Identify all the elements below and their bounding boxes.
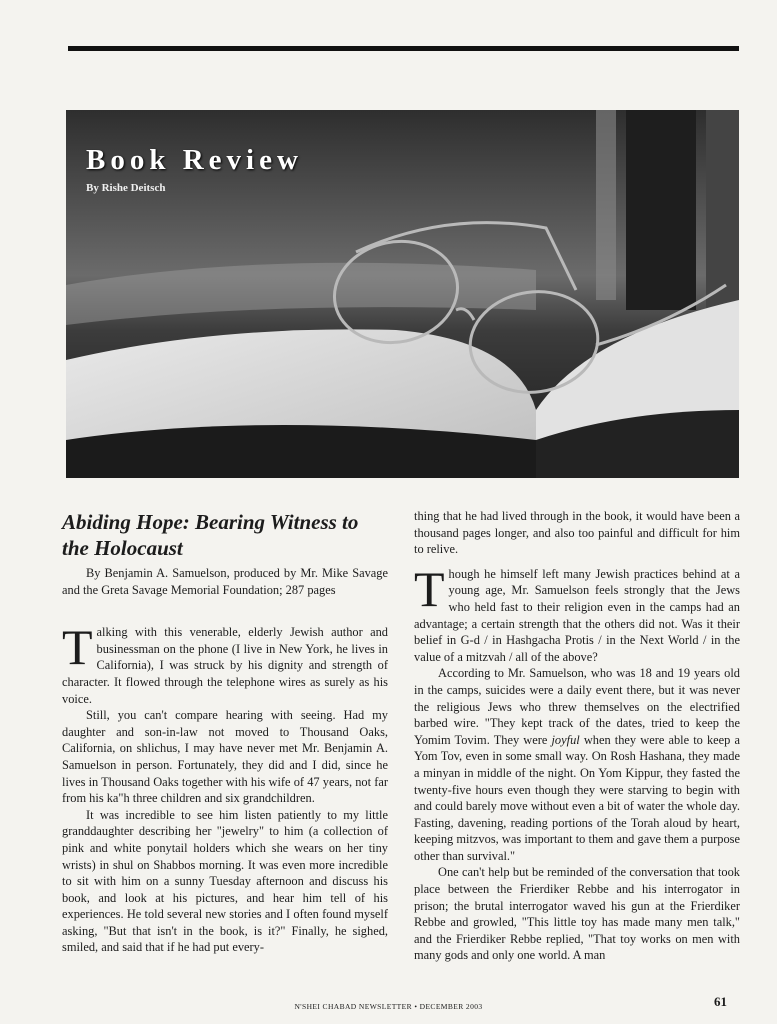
- paragraph-7: One can't help but be reminded of the conversation that took place between the Frierdiker Rebbe and his interrogator in prison; the brutal interrogator waved his gun at the Frierdiker Rebbe and growled, "This little toy has made many men talk," and the Frierdiker Rebbe replied, "That toy works on men with many gods and only one world. A man: [414, 865, 740, 963]
- paragraph-1: [62, 619, 388, 707]
- publication-footer: N'SHEI CHABAD NEWSLETTER • DECEMBER 2003: [294, 1002, 483, 1011]
- right-column: [414, 508, 740, 964]
- page-number: 61: [714, 994, 727, 1009]
- paragraph-3: It was incredible to see him listen patiently to my little granddaughter describing her "jewelry" to him (a collection of pink and white ponytail holders which she wears on her tiny wrists) in shul on Shabbos morning. It was even more incredible to sit with him on a sunny Tuesday afternoon and discuss his book, and look at his pictures, and hear him tell of his experiences. He told several new stories and I often found myself asking, "But that isn't in the book, is it?" Finally, he sighed, smiled, and said that if he had put every-: [62, 807, 388, 955]
- paragraph-2: Still, you can't compare hearing with seeing. Had my daughter and son-in-law not moved to Thousand Oaks, California, on shlichus, I may have never met Mr. Benjamin A. Samuelson in person. Fortunately, they did and I did, since he lives in Thousand Oaks together with his wife of 47 years, not far from his ka"h three children and six grandchildren.: [62, 708, 388, 806]
- paragraph-text: hough he himself left many Jewish practices behind at a young age, Mr. Samuelson feels strongly that the Jews who held fast to their religion even in the camps had an advantage; a certain strength that the others did not. Was it their belief in G-d / in Hashgacha Protis / in the Next World / in the value of a mitzvah / all of the above?: [414, 566, 740, 664]
- article-title: Abiding Hope: Bearing Witness to the Holocaust: [62, 510, 359, 560]
- hero-photo: [66, 110, 739, 478]
- paragraph-text: According to Mr. Samuelson, who was 18 and 19 years old in the camps, suicides were a daily event there, but it was never the religious Jews who threw themselves on the electrified barbed wire. "They kept track of the dates, tried to keep the Yomim Tovim. They were: [414, 666, 740, 747]
- paragraph-6: [414, 665, 740, 864]
- article-credits: By Benjamin A. Samuelson, produced by Mr. Mike Savage and the Greta Savage Memorial Foundation; 287 pages: [62, 566, 388, 597]
- paragraph-text: when they were able to keep a Yom Tov, even in some small way. On Rosh Hashana, they made a minyan in middle of the night. On Yom Kippur, they fasted the twenty-five hours even though they were starving to begin with and could barely move without even a bit of water the whole day. Fasting, davening, reading portions of the Torah aloud by heart, keeping mitzvos, was important to them and gave them a purpose other than survival.": [414, 732, 740, 863]
- top-rule: [68, 46, 739, 51]
- paragraph-5: [414, 560, 740, 666]
- drop-cap: T: [62, 619, 93, 676]
- section-byline: By Rishe Deitsch: [86, 182, 166, 194]
- left-column: [62, 503, 388, 956]
- paragraph-text: alking with this venerable, elderly Jewish author and businessman on the phone (I live in New York, he lives in California), I was struck by his dignity and strength of character. It flowed through the telephone wires as surely as his voice.: [62, 625, 388, 706]
- drop-cap: T: [414, 560, 445, 617]
- paragraph-4: thing that he had lived through in the book, it would have been a thousand pages longer, and also too painful and difficult for him to relive.: [414, 509, 740, 557]
- emphasis-text: joyful: [551, 732, 580, 747]
- section-title: Book Review: [86, 144, 303, 176]
